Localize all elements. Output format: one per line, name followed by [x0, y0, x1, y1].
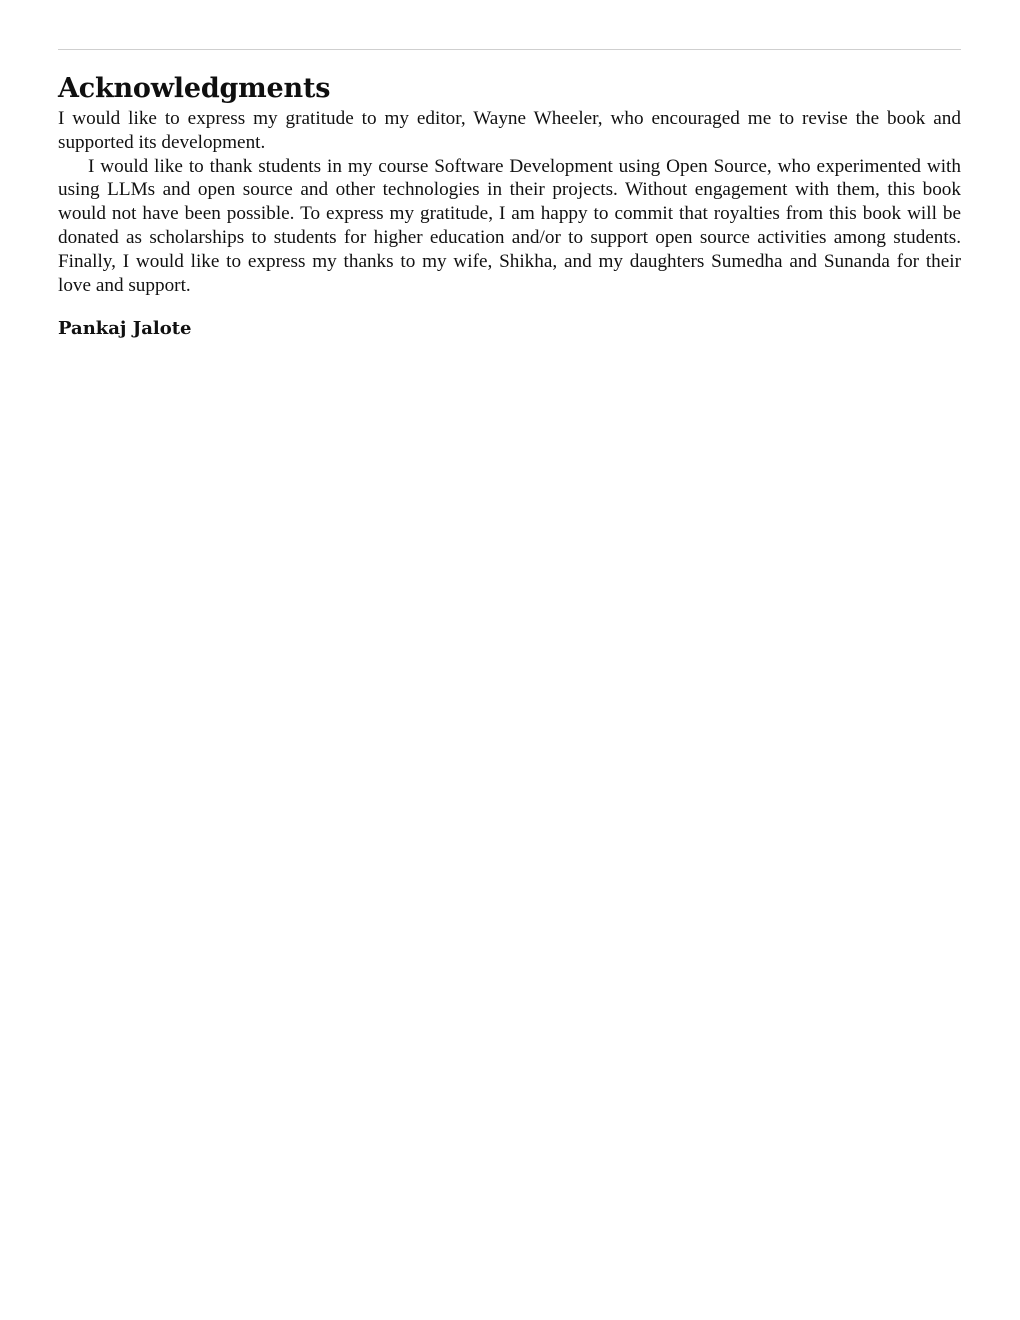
author-signature: Pankaj Jalote: [58, 318, 192, 340]
section-title: Acknowledgments: [58, 73, 331, 104]
document-page: [58, 49, 961, 341]
header-rule: [58, 49, 961, 50]
paragraph-students-thanks: I would like to thank students in my course Software Development using Open Source, who experimented with using LLMs and open source and other technologies in their projects. Without engagement with them, this book would not have been possible. To express my gratitude, I am happy to commit that royalties from this book will be donated as scholarships to students for higher education and/or to support open source activities among students. Finally, I would like to express my thanks to my wife, Shikha, and my daughters Sumedha and Sunanda for their love and support.: [58, 155, 961, 296]
paragraph-editor-thanks: I would like to express my gratitude to my editor, Wayne Wheeler, who encouraged me to revise the book and supported its development.: [58, 108, 961, 153]
